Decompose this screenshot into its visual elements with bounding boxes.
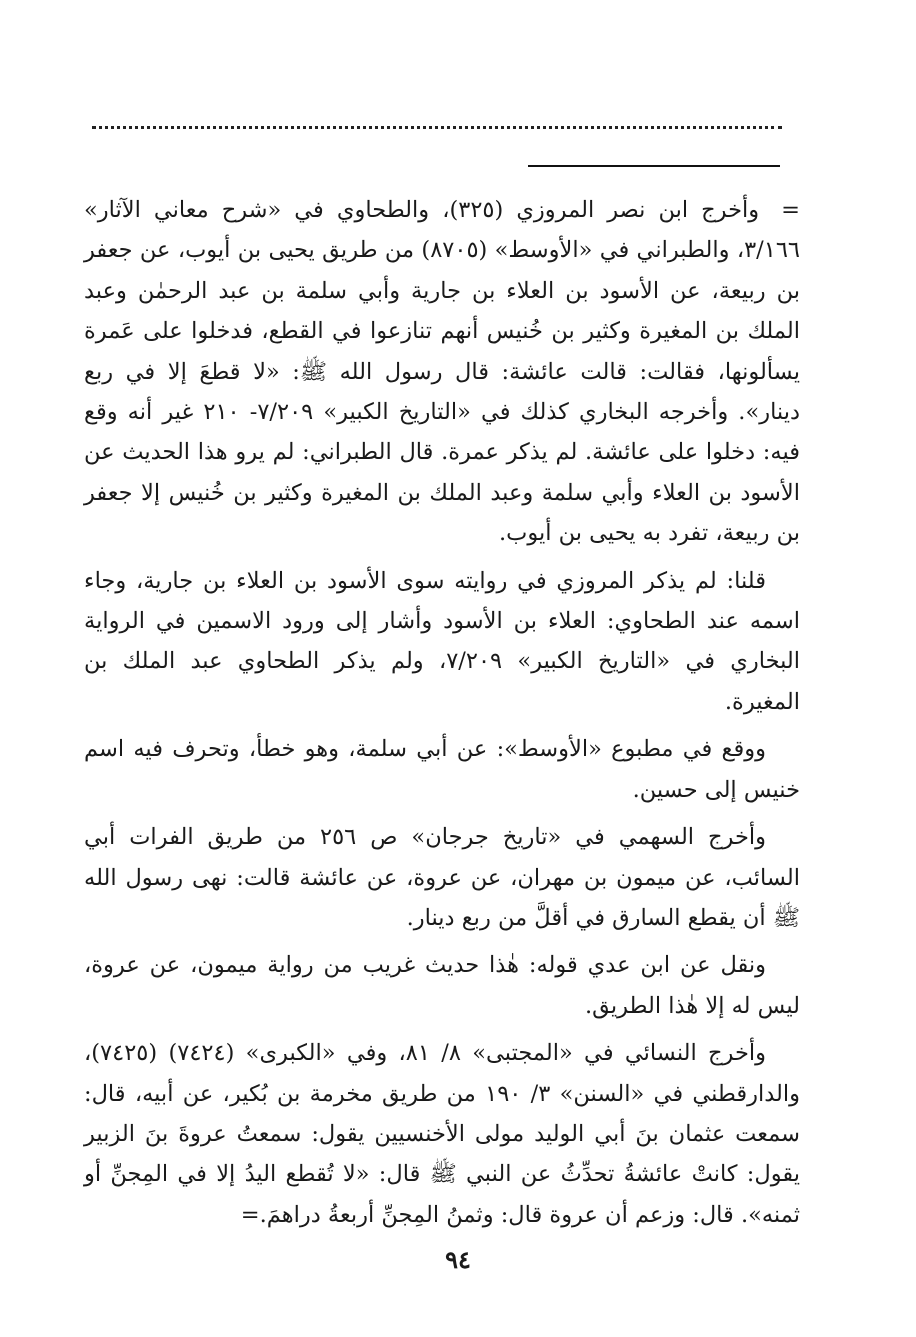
page-number: ٩٤ (445, 1245, 471, 1274)
paragraph-3: ووقع في مطبوع «الأوسط»: عن أبي سلمة، وهو خطأ، وتحرف فيه اسم خنيس إلى حسين. (84, 736, 800, 803)
paragraph-1-text: وأخرج ابن نصر المروزي (٣٢٥)، والطحاوي في «شرح معاني الآثار» ٣/١٦٦، والطبراني في «الأوسط» (٨٧٠٥) من طريق يحيى بن أيوب، عن جعفر بن ربيعة، عن الأسود بن العلاء بن جارية وأبي سلمة بن عبد الرحمٰن وعبد الملك بن المغيرة وكثير بن خُنيس أنهم تنازعوا في القطع، فدخلوا على عَمرة يسألونها، فقالت: قالت عائشة: قال رسول الله ﷺ: «لا قطعَ إلا في ربع دينار». وأخرجه البخاري كذلك في «التاريخ الكبير» ٧/٢٠٩- ٢١٠ غير أنه وقع فيه: دخلوا على عائشة. لم يذكر عمرة. قال الطبراني: لم يرو هذا الحديث عن الأسود بن العلاء وأبي سلمة وعبد الملك بن المغيرة وكثير بن خُنيس إلا جعفر بن ربيعة، تفرد به يحيى بن أيوب. (84, 197, 800, 547)
footnote-text-block (84, 190, 800, 1242)
paragraph-2: قلنا: لم يذكر المروزي في روايته سوى الأسود بن العلاء بن جارية، وجاء اسمه عند الطحاوي: العلاء بن الأسود وأشار إلى ورود الاسمين في الرواية البخاري في «التاريخ الكبير» ٧/٢٠٩، ولم يذكر الطحاوي عبد الملك بن المغيرة. (84, 567, 800, 715)
paragraph-4: وأخرج السهمي في «تاريخ جرجان» ص ٢٥٦ من طريق الفرات أبي السائب، عن ميمون بن مهران، عن عروة، عن عائشة قالت: نهى رسول الله ﷺ أن يقطع السارق في أقلَّ من ربع دينار. (84, 824, 800, 931)
dotted-separator (92, 126, 782, 129)
footnote-rule (528, 165, 780, 167)
continuation-mark: = (781, 197, 800, 223)
paragraph-5: ونقل عن ابن عدي قوله: هٰذا حديث غريب من رواية ميمون، عن عروة، ليس له إلا هٰذا الطريق. (84, 952, 800, 1019)
paragraph-1 (84, 190, 800, 554)
paragraph-6: وأخرج النسائي في «المجتبى» ٨/ ٨١، وفي «الكبرى» (٧٤٢٤) (٧٤٢٥)، والدارقطني في «السنن» ٣/ ١٩٠ من طريق مخرمة بن بُكير، عن أبيه، قال: سمعت عثمان بنَ أبي الوليد مولى الأخنسيين يقول: سمعتُ عروةَ بنَ الزبير يقول: كانتْ عائشةُ تحدِّثُ عن النبي ﷺ قال: «لا تُقطع اليدُ إلا في المِجنِّ أو ثمنه». قال: وزعم أن عروة قال: وثمنُ المِجنِّ أربعةُ دراهمَ.= (84, 1040, 801, 1228)
